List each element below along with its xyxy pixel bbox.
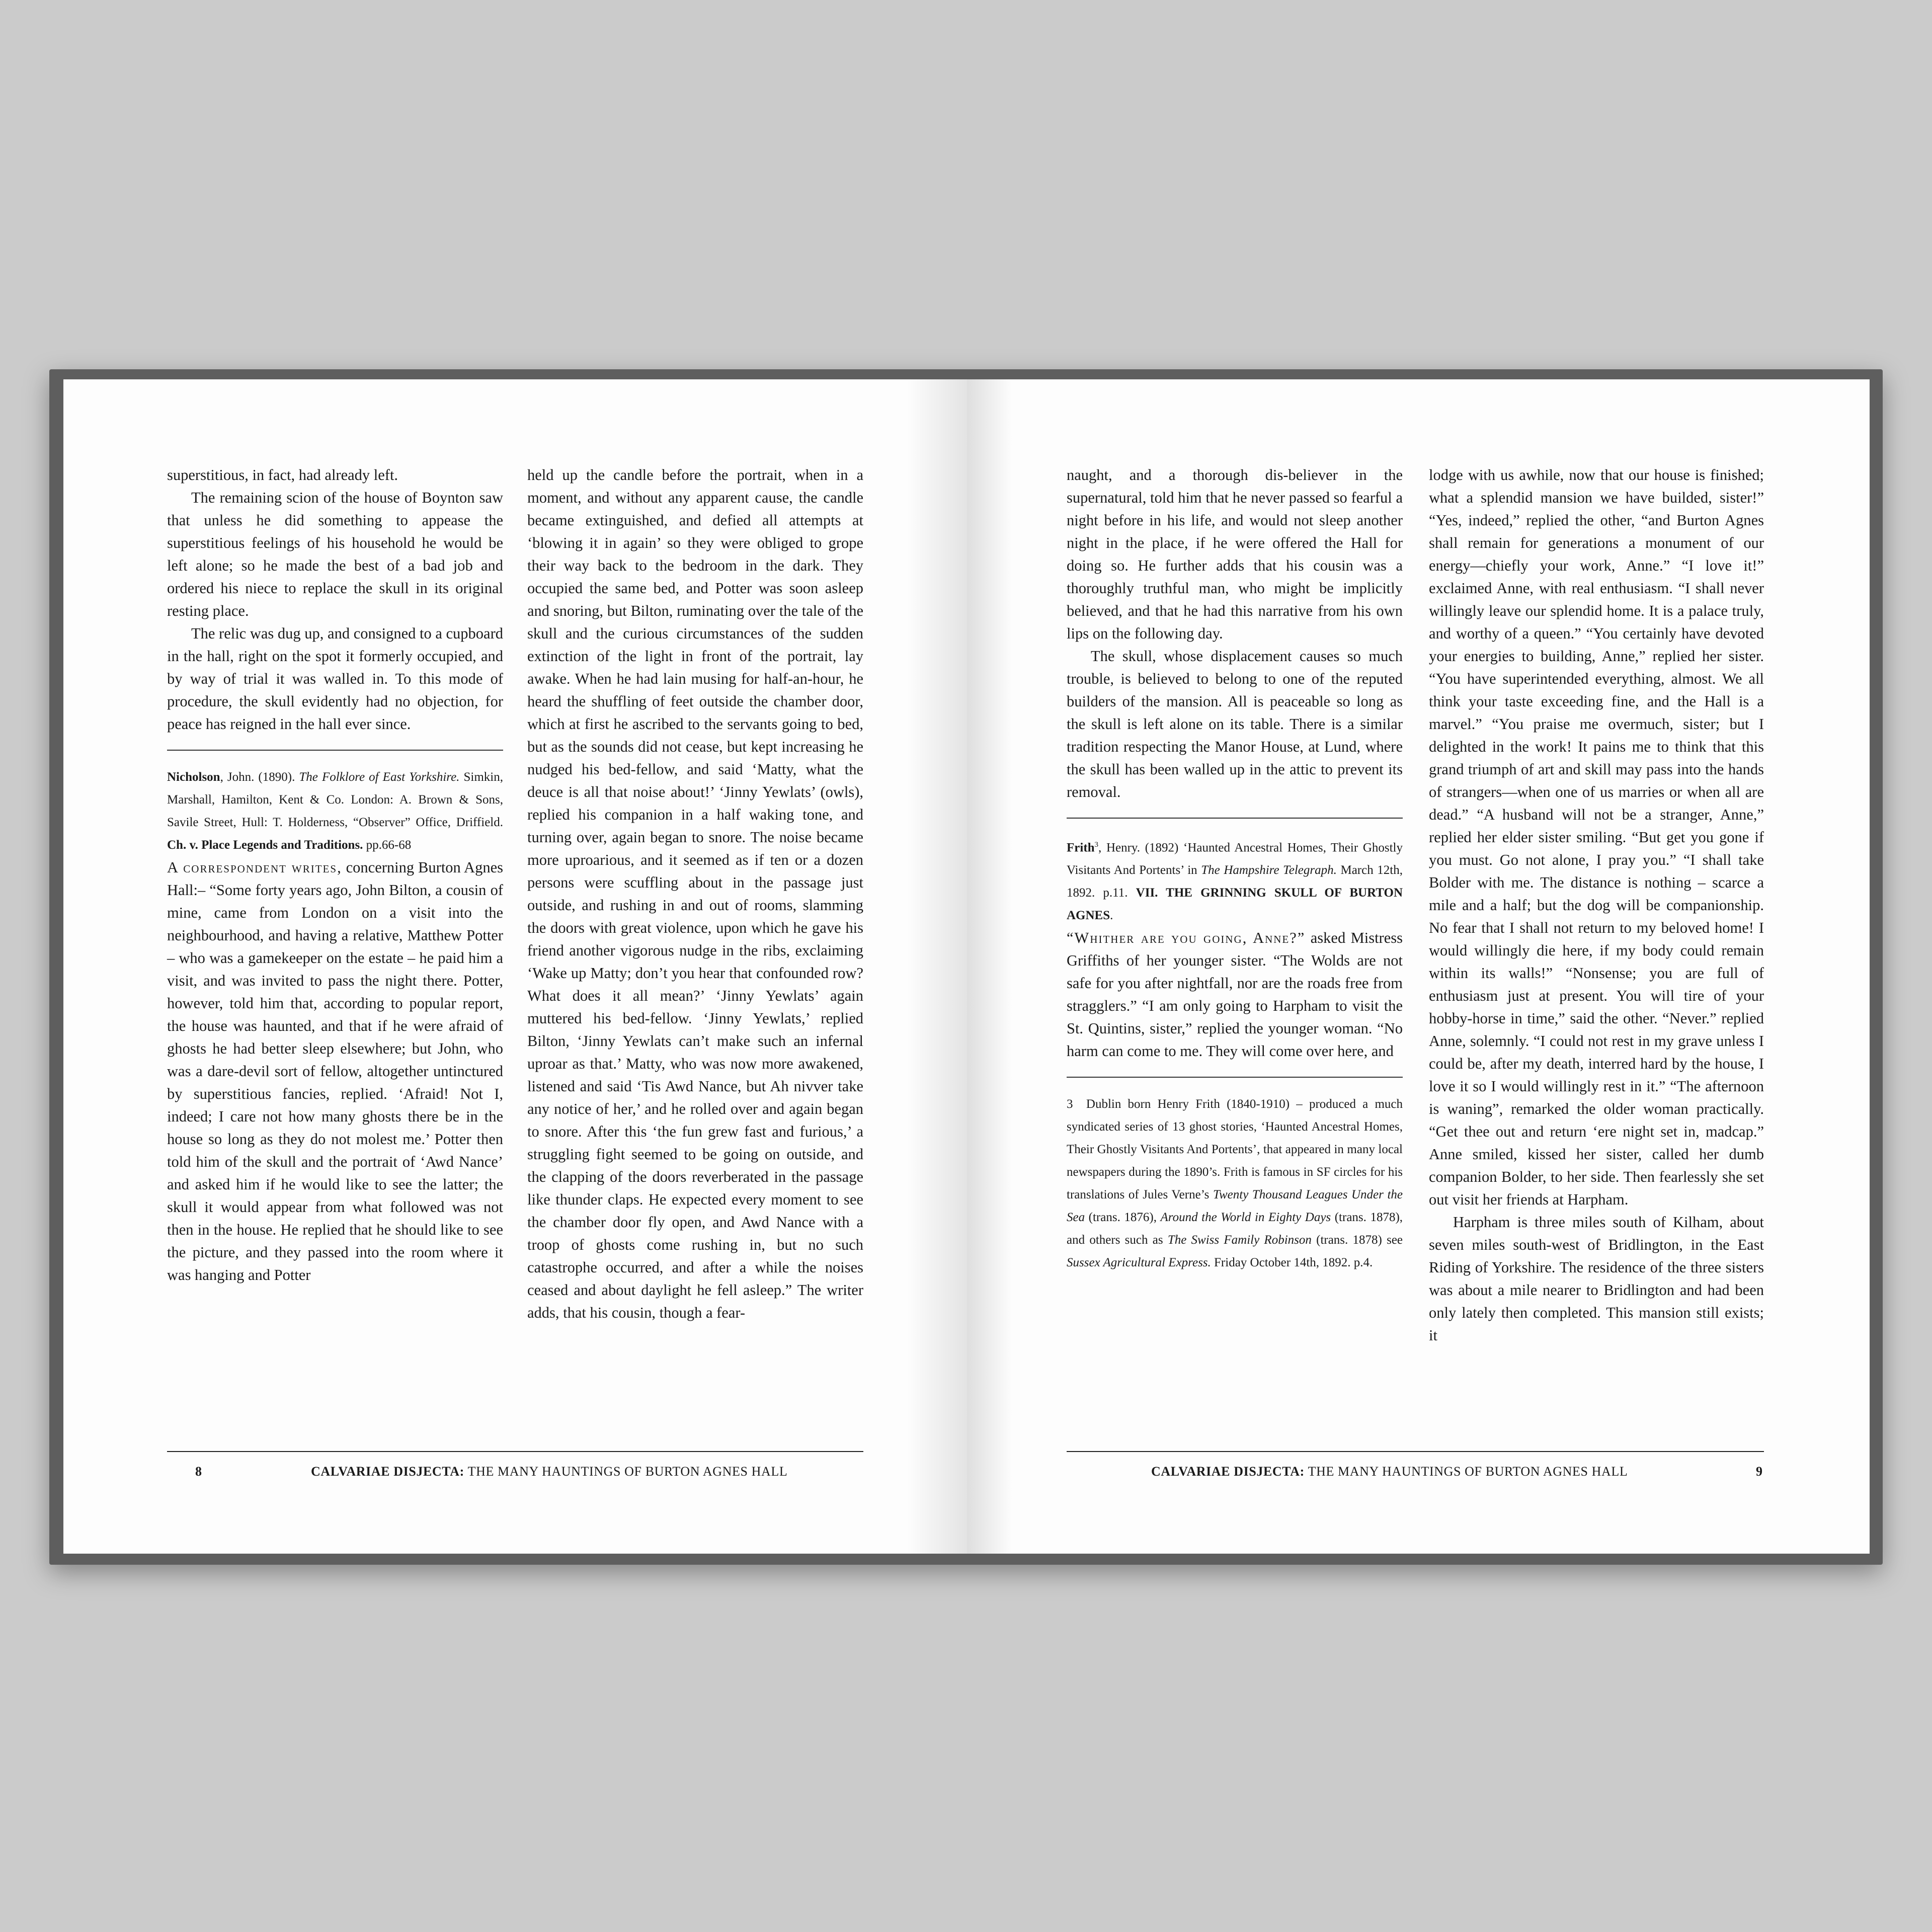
footnote-text: Dublin born Henry Frith (1840-1910) – produced a much syndicated series of 13 ghost stories, ‘Haunted Ancestral Homes, Their Ghostly Visitants And Portents’, that appeared in many local newspapers during the 1890’s. Frith is famous in SF circles for his translations of Jules Verne’s	[1067, 1097, 1403, 1202]
paragraph: The relic was dug up, and consigned to a cupboard in the hall, right on the spot it formerly occupied, and by way of trial it was walled in. To this mode of procedure, the skull evidently had no objection, for peace has reigned in the hall ever since.	[167, 625, 503, 733]
ref-title: The Hampshire Telegraph.	[1201, 863, 1337, 877]
paragraph: The remaining scion of the house of Boynton saw that unless he did something to appease the superstitious feelings of his household he would be left alone; so he made the best of a bad job and ordered his niece to replace the skull in its original resting place.	[167, 489, 503, 619]
running-head-bold: CALVARIAE DISJECTA:	[1151, 1464, 1305, 1479]
paragraph: Harpham is three miles south of Kilham, about seven miles south-west of Bridlington, in the East Riding of Yorkshire. The residence of the three sisters was about a mile nearer to Bridlington and had been only lately then completed. This mansion still exists; it	[1429, 1214, 1764, 1344]
footnote-number: 3	[1067, 1097, 1073, 1111]
ref-title: The Folklore of East Yorkshire.	[299, 770, 460, 784]
page-number: 8	[195, 1464, 202, 1479]
paragraph-text: asked Mistress Griffiths of her younger sister. “The Wolds are not safe for you after nightfall, nor are the roads free from stragglers.” “I am only going to Harpham to visit the St. Quintins, sister,” replied the younger woman. “No harm can come to me. They will come over here, and	[1067, 929, 1403, 1060]
left-page-gutter-shadow	[907, 379, 967, 1554]
footnote-text: (trans. 1876),	[1085, 1211, 1161, 1225]
ref-author: Nicholson	[167, 770, 220, 784]
section-rule	[167, 750, 503, 751]
lead-in: “Whither are you going, Anne?”	[1067, 929, 1306, 947]
footnote-title: The Swiss Family Robinson	[1167, 1233, 1312, 1247]
right-page-column-2	[1429, 464, 1764, 1347]
right-page-column-1	[1067, 464, 1403, 1274]
ref-chapter: VII. THE GRINNING SKULL OF BURTON AGNES	[1067, 886, 1403, 923]
ref-author: Frith	[1067, 841, 1095, 855]
ref-author-rest: , John. (1890).	[220, 770, 299, 784]
lead-in: A correspondent writes,	[167, 859, 342, 876]
left-page-column-2	[527, 464, 863, 1324]
paragraph: naught, and a thorough dis-believer in the supernatural, told him that he never passed so fearful a night before in his life, and would not sleep another night in the place, if he were offered the Hall for doing so. He further adds that his cousin was a thoroughly truthful man, who might be implicitly believed, and that he had this narrative from his own lips on the following day.	[1067, 466, 1403, 642]
footnote	[1067, 1093, 1403, 1274]
ref-pages: pp.66-68	[363, 838, 412, 852]
paragraph	[167, 856, 503, 1286]
right-page-gutter-shadow	[967, 379, 1012, 1554]
footnote-marker: 3	[1094, 841, 1099, 849]
footnote-title: Around the World in Eighty Days	[1160, 1211, 1331, 1225]
footer-rule	[1067, 1451, 1764, 1452]
page-number: 9	[1756, 1464, 1762, 1479]
footnote-title: Twenty Thousand Leagues Under the Sea	[1067, 1188, 1403, 1225]
running-head-rest: THE MANY HAUNTINGS OF BURTON AGNES HALL	[1308, 1464, 1628, 1479]
running-footer	[311, 1464, 787, 1479]
footnote-text: (trans. 1878), and others such as	[1067, 1211, 1403, 1247]
ref-chapter: Ch. v. Place Legends and Traditions.	[167, 838, 363, 852]
right-page	[967, 379, 1870, 1554]
running-footer	[1151, 1464, 1628, 1479]
paragraph: lodge with us awhile, now that our house is finished; what a splendid mansion we have builded, sister!” “Yes, indeed,” replied the other, “and Burton Agnes shall remain for generations a monument of our energy—chiefly your work, Anne.” “I love it!” exclaimed Anne, with real enthusiasm. “I shall never willingly leave our splendid home. It is a palace truly, and worthy of a queen.” “You certainly have devoted your energies to building, Anne,” replied her sister. “You have superintended everything, almost. We all think your taste exceeding fine, and the Hall is a marvel.” “You praise me overmuch, sister; but I delighted in the work! It pains me to think that this grand triumph of art and skill may pass into the hands of strangers—when one of us marries or when all are dead.” “A husband will not be a stranger, Anne,” replied her elder sister smiling. “But get you gone if you must. Go not alone, I pray you.” “I shall take Bolder with me. The distance is nothing – scarce a mile and a half; but the dog will be companionship. No fear that I shall not return to my beloved home! I would willingly die here, if my body could remain within its walls!” “Nonsense; you are full of enthusiasm just at present. You will tire of your hobby-horse in time,” said the other. “Never.” replied Anne, solemnly. “I could not rest in my grave unless I could be, after my death, interred hard by the house, I love it so I would willingly rest in it.” “The afternoon is waning”, remarked the older woman practically. “Get thee out and return ‘ere night set in, madcap.” Anne smiled, kissed her sister, called her dumb companion Bolder, to her side. Then fearlessly she set out visit her friends at Harpham.	[1429, 466, 1764, 1208]
source-reference	[1067, 834, 1403, 927]
ref-publisher: Simkin, Marshall, Hamilton, Kent & Co. London: A. Brown & Sons, Savile Street, Hull: T. Holderness, “Observer” Office, Driffield.	[167, 770, 503, 829]
running-head-bold: CALVARIAE DISJECTA:	[311, 1464, 464, 1479]
left-page	[63, 379, 967, 1554]
section-rule	[1067, 818, 1403, 819]
left-page-column-1	[167, 464, 503, 1286]
paragraph	[1067, 927, 1403, 1063]
paragraph: The skull, whose displacement causes so much trouble, is believed to belong to one of the reputed builders of the mansion. All is peaceable so long as the skull is left alone on its table. There is a similar tradition respecting the Manor House, at Lund, where the skull has been walled up in the attic to prevent its removal.	[1067, 648, 1403, 800]
paragraph-text: concerning Burton Agnes Hall:– “Some forty years ago, John Bilton, a cousin of mine, came from London on a visit into the neighbourhood, and having a relative, Matthew Potter – who was a gamekeeper on the estate – he paid him a visit, and was invited to pass the night there. Potter, however, told him that, according to popular report, the house was haunted, and that if he were afraid of ghosts he had better sleep elsewhere; but John, who was a dare-devil sort of fellow, altogether untinctured by superstitious fancies, replied. ‘Afraid! Not I, indeed; I care not how many ghosts there be in the house so long as they do not molest me.’ Potter then told him of the skull and the portrait of ‘Awd Nance’ and asked him if he would like to see the latter; the skull it would appear from what followed was not then in the house. He replied that he should like to see the picture, and they passed into the room where it was hanging and Potter	[167, 859, 503, 1283]
footnote-text: (trans. 1878) see	[1311, 1233, 1403, 1247]
paragraph: superstitious, in fact, had already left.	[167, 466, 398, 484]
ref-author-rest: , Henry. (1892) ‘Haunted Ancestral Homes, Their Ghostly Visitants And Portents’ in	[1067, 841, 1403, 877]
footer-rule	[167, 1451, 863, 1452]
source-reference	[167, 766, 503, 856]
paragraph: held up the candle before the portrait, when in a moment, and without any apparent cause, the candle became extinguished, and defied all attempts at ‘blowing it in again’ so they were obliged to grope their way back to the bedroom in the dark. They occupied the same bed, and Potter was soon asleep and snoring, but Bilton, ruminating over the tale of the skull and the curious circumstances of the sudden extinction of the light in front of the portrait, lay awake. When he had lain musing for half-an-hour, he heard the shuffling of feet outside the chamber door, which at first he ascribed to the servants going to bed, but as the sounds did not cease, but kept increasing he nudged his bed-fellow, and said ‘Matty, what the deuce is all that noise about!’ ‘Jinny Yewlats’ (owls), replied his companion in a half waking tone, and turning over, again began to snore. The noise became more uproarious, and it seemed as if ten or a dozen persons were scuffling about in the passage just outside, and rushing in and out of rooms, slamming the doors with great violence, upon which he gave his friend another vigorous nudge in the ribs, exclaiming ‘Wake up Matty; don’t you hear that confounded row? What does it all mean?’ ‘Jinny Yewlats’ again muttered his bed-fellow. ‘Jinny Yewlats,’ replied Bilton, ‘Jinny Yewlats can’t make such an infernal uproar as that.’ Matty, who was now more awakened, listened and said ‘Tis Awd Nance, but Ah nivver take any notice of her,’ and he rolled over and again began to snore. After this ‘the fun grew fast and furious,’ a struggling fight seemed to be going on outside, and the clapping of the doors reverberated in the passage like thunder claps. He expected every moment to see the chamber door fly open, and Awd Nance with a troop of ghosts come rushing in, but no such catastrophe occurred, and after a while the noises ceased and about daylight he fell asleep.” The writer adds, that his cousin, though a fear-	[527, 466, 863, 1321]
footnote-text: Friday October 14th, 1892. p.4.	[1211, 1256, 1373, 1270]
footnote-title: Sussex Agricultural Express.	[1067, 1256, 1211, 1270]
footnote-rule	[1067, 1077, 1403, 1078]
running-head-rest: THE MANY HAUNTINGS OF BURTON AGNES HALL	[467, 1464, 788, 1479]
ref-end: .	[1110, 909, 1113, 923]
ref-date: March 12th, 1892. p.11.	[1067, 863, 1403, 900]
